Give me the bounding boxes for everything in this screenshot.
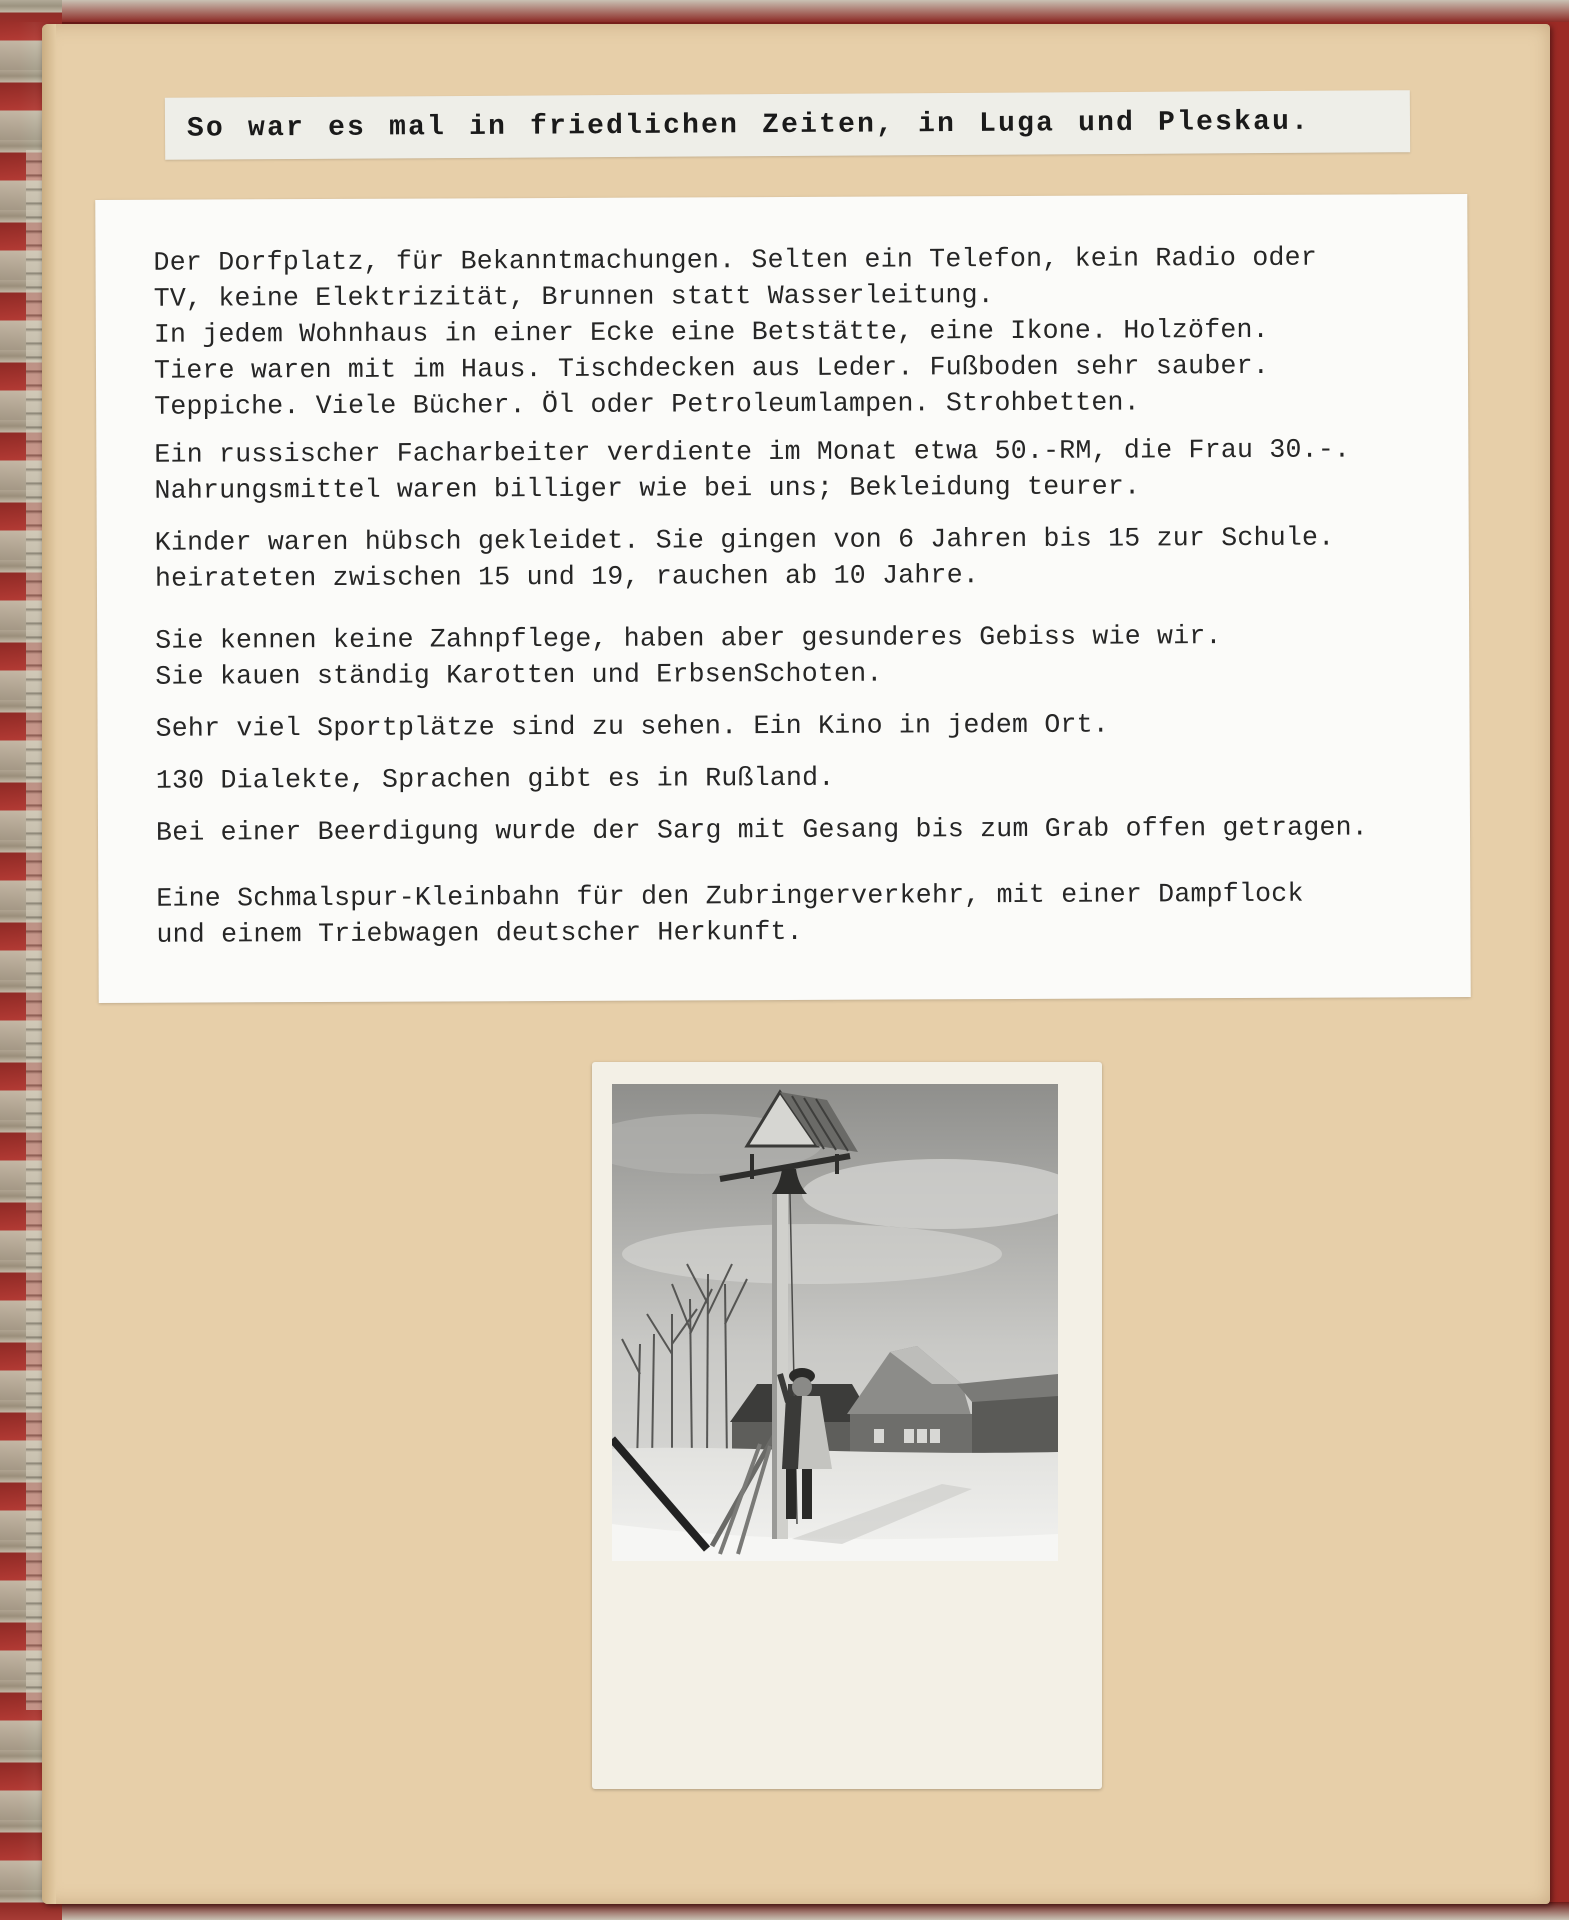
note-paragraph xyxy=(156,875,1470,953)
note-line: Bei einer Beerdigung wurde der Sarg mit Gesang bis zum Grab offen getragen. xyxy=(155,812,1368,848)
photo-illustration xyxy=(612,1084,1058,1561)
note-line: Ein russischer Facharbeiter verdiente im Monat etwa 50.-RM, die Frau 30.-. xyxy=(154,434,1351,470)
page-title: So war es mal in friedlichen Zeiten, in Luga und Pleskau. xyxy=(186,106,1311,145)
album-page-edge xyxy=(42,24,56,1904)
note-paragraph xyxy=(155,705,1469,747)
note-line: Sie kennen keine Zahnpflege, haben aber gesunderes Gebiss wie wir. xyxy=(155,621,1222,656)
note-line: Nahrungsmittel waren billiger wie bei uns; Bekleidung teurer. xyxy=(154,471,1141,506)
note-paragraph xyxy=(154,431,1468,509)
note-line: In jedem Wohnhaus in einer Ecke eine Betstätte, eine Ikone. Holzöfen. xyxy=(153,314,1269,350)
title-label xyxy=(165,90,1410,160)
photo-bell-tower-snow-village xyxy=(612,1084,1058,1561)
note-line: Sehr viel Sportplätze sind zu sehen. Ein Kino in jedem Ort. xyxy=(155,709,1109,744)
note-paragraph xyxy=(155,519,1469,597)
note-paragraph xyxy=(156,757,1470,799)
photo-print xyxy=(592,1062,1102,1789)
note-line: und einem Triebwagen deutscher Herkunft. xyxy=(156,916,803,950)
note-paragraph xyxy=(155,617,1469,695)
note-line: TV, keine Elektrizität, Brunnen statt Wasserleitung. xyxy=(153,280,995,314)
album-cover-top-edge xyxy=(0,0,1569,22)
note-line: heirateten zwischen 15 und 19, rauchen ab 10 Jahre. xyxy=(154,560,980,594)
note-line: Sie kauen ständig Karotten und ErbsenSchoten. xyxy=(155,658,883,692)
note-line: Teppiche. Viele Bücher. Öl oder Petroleumlampen. Strohbetten. xyxy=(154,387,1140,422)
note-line: Der Dorfplatz, für Bekanntmachungen. Selten ein Telefon, kein Radio oder xyxy=(153,242,1318,278)
notes-sheet xyxy=(95,194,1470,1003)
note-paragraph xyxy=(153,239,1468,425)
note-line: 130 Dialekte, Sprachen gibt es in Rußland. xyxy=(155,762,835,796)
note-paragraph xyxy=(156,809,1470,851)
note-line: Kinder waren hübsch gekleidet. Sie gingen von 6 Jahren bis 15 zur Schule. xyxy=(154,522,1335,558)
note-line: Tiere waren mit im Haus. Tischdecken aus Leder. Fußboden sehr sauber. xyxy=(153,350,1270,386)
note-line: Eine Schmalspur-Kleinbahn für den Zubringerverkehr, mit einer Dampflock xyxy=(156,878,1304,914)
album-cover-bottom-edge xyxy=(0,1902,1569,1920)
